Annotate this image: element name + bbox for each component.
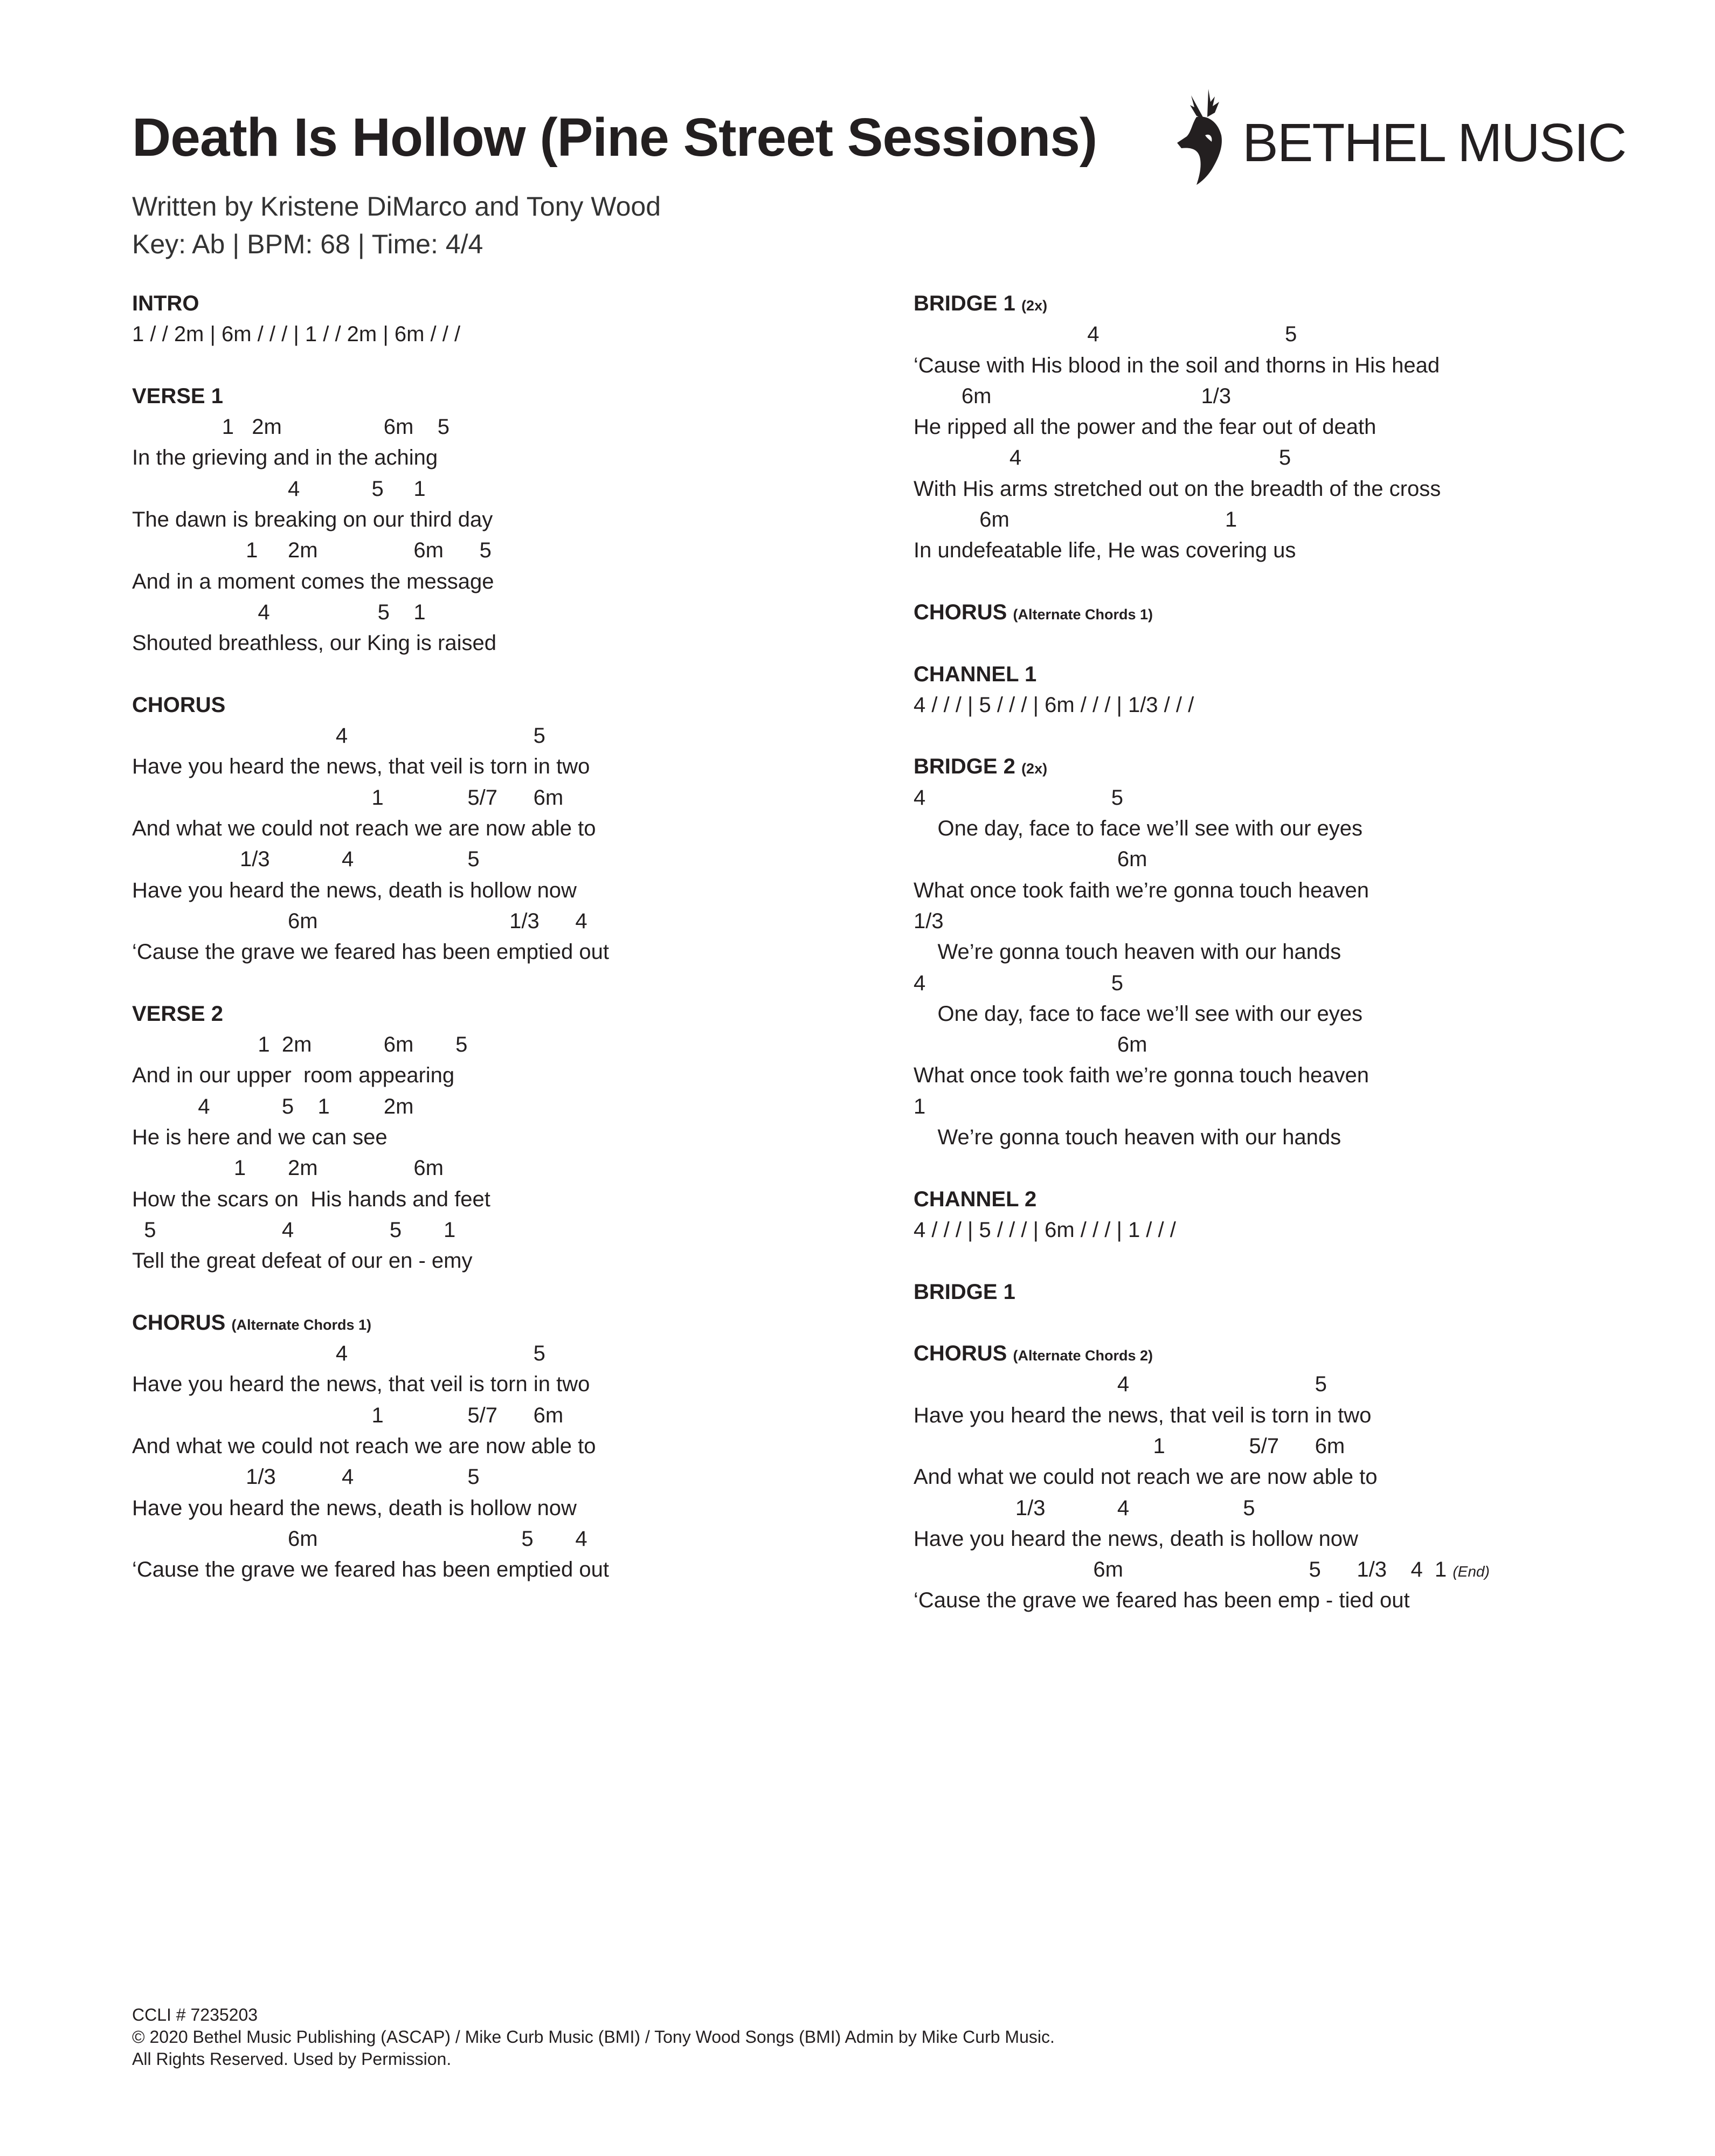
lyric-line (132, 1554, 876, 1585)
chord-line-text: 1 2m 6m 5 (132, 538, 492, 563)
section-header-label: INTRO (132, 292, 199, 315)
chord-line-text: 4 5 1 (132, 600, 426, 624)
chord-line (914, 505, 1657, 535)
section-spacer (132, 968, 876, 999)
lyric-line-text: ‘Cause the grave we feared has been emptied out (132, 1558, 610, 1582)
lyric-line (914, 412, 1657, 443)
lyric-line (132, 751, 876, 782)
section-header-label: CHORUS (914, 1342, 1007, 1366)
lyric-line-text: One day, face to face we’ll see with our eyes (914, 1001, 1363, 1026)
lyric-line-text: Have you heard the news, death is hollow now (914, 1526, 1358, 1551)
lyric-line-text: He ripped all the power and the fear out of death (914, 415, 1377, 439)
lyric-line-text: What once took faith we’re gonna touch heaven (914, 1063, 1369, 1088)
chord-line (132, 412, 876, 443)
chord-line-text: 6m 1 (914, 508, 1237, 532)
lyric-line (132, 628, 876, 659)
chord-line-text: 4 5 1 2m (132, 1094, 414, 1118)
chord-line-text: 1/3 4 5 (914, 1496, 1255, 1520)
section-header-label: BRIDGE 1 (914, 292, 1015, 315)
lyric-line (132, 1060, 876, 1091)
chord-line-text: 6m 5 4 (132, 1526, 587, 1551)
lyric-line (132, 1369, 876, 1400)
chord-line (132, 1091, 876, 1122)
section-spacer (914, 1308, 1657, 1338)
progression-line (914, 690, 1657, 721)
chord-line (132, 1462, 876, 1492)
lyric-line-text: ‘Cause the grave we feared has been emp - tied out (914, 1588, 1410, 1613)
lyric-line (132, 443, 876, 473)
lyric-line (914, 1462, 1657, 1492)
section-header (914, 659, 1657, 690)
chord-line (132, 474, 876, 505)
section-spacer (914, 1246, 1657, 1276)
chord-line-text: 1/3 (914, 909, 944, 933)
chord-line-text: 4 5 (914, 446, 1291, 470)
lyric-line-text: The dawn is breaking on our third day (132, 508, 493, 532)
lyric-line-text: ‘Cause the grave we feared has been emptied out (132, 940, 610, 964)
lyric-line-text: Have you heard the news, that veil is torn in two (132, 755, 590, 779)
chord-line (132, 1400, 876, 1431)
chord-line (914, 381, 1657, 412)
chord-line-text: 1 2m 6m 5 (132, 415, 450, 439)
chord-line (914, 1554, 1657, 1585)
lyric-line (914, 474, 1657, 505)
lyric-line (914, 1122, 1657, 1153)
chord-line-text: 4 5 (132, 724, 545, 748)
lyric-line-text: We’re gonna touch heaven with our hands (914, 1125, 1341, 1150)
song-info: Key: Ab | BPM: 68 | Time: 4/4 (132, 229, 483, 259)
chord-line (132, 1524, 876, 1554)
logo-text: BETHEL MUSIC (1242, 113, 1626, 173)
lyric-line-text: He is here and we can see (132, 1125, 388, 1150)
chord-line (914, 968, 1657, 999)
deer-head-icon (1175, 84, 1240, 186)
chord-line-text: 1 2m 6m (132, 1156, 444, 1180)
chord-line (914, 906, 1657, 937)
chord-line-text: 1 2m 6m 5 (132, 1033, 468, 1057)
lyric-line (914, 999, 1657, 1029)
chord-line-text: 4 5 (914, 1372, 1327, 1397)
chord-line-text: 4 5 1 (132, 476, 426, 501)
lyric-line-text: In the grieving and in the aching (132, 446, 438, 470)
section-header (914, 751, 1657, 782)
section-header-note: (Alternate Chords 2) (1013, 1348, 1153, 1364)
section-header-label: VERSE 2 (132, 1001, 223, 1026)
chord-line (132, 1215, 876, 1246)
chord-line-text: 4 5 (914, 785, 1124, 810)
lyric-line-text: ‘Cause with His blood in the soil and thorns in His head (914, 353, 1440, 377)
chord-line-text: 4 5 (132, 1342, 545, 1366)
section-spacer (914, 566, 1657, 597)
rights-text: All Rights Reserved. Used by Permission. (132, 2049, 452, 2069)
lyric-line (132, 813, 876, 844)
lyric-line-text: And in our upper room appearing (132, 1063, 455, 1088)
section-header (132, 1308, 876, 1338)
lyric-line-text: Have you heard the news, death is hollow now (132, 878, 577, 902)
section-header (914, 1338, 1657, 1369)
lyric-line (132, 937, 876, 968)
left-column (132, 288, 876, 1585)
lyric-line (132, 1431, 876, 1462)
lyric-line-text: Have you heard the news, that veil is torn in two (914, 1403, 1372, 1427)
section-spacer (914, 628, 1657, 659)
lyric-line-text: And what we could not reach we are now able to (132, 817, 596, 841)
section-header-label: CHORUS (132, 1310, 226, 1335)
section-spacer (132, 1277, 876, 1308)
chord-line-text: 1 5/7 6m (132, 785, 564, 810)
chord-line (132, 906, 876, 937)
section-header-note: (Alternate Chords 1) (231, 1316, 372, 1333)
lyric-line (132, 875, 876, 906)
lyric-line (914, 1400, 1657, 1431)
lyric-line-text: Have you heard the news, that veil is torn in two (132, 1372, 590, 1397)
section-header (914, 597, 1657, 628)
section-header (132, 381, 876, 412)
chord-line-text: 6m (914, 847, 1147, 872)
lyric-line-text: With His arms stretched out on the breadth of the cross (914, 476, 1441, 501)
chord-line (914, 844, 1657, 875)
chord-line-text: 4 5 (914, 322, 1297, 347)
lyric-line (914, 350, 1657, 381)
lyric-line (914, 1524, 1657, 1554)
chord-line (132, 597, 876, 628)
section-header (914, 288, 1657, 319)
section-header-label: VERSE 1 (132, 384, 223, 408)
right-column (914, 288, 1657, 1616)
lyric-line (132, 1493, 876, 1524)
lyric-line (132, 1122, 876, 1153)
chord-line (914, 1091, 1657, 1122)
section-spacer (132, 350, 876, 381)
lyric-line (914, 813, 1657, 844)
writers-credit: Written by Kristene DiMarco and Tony Wood (132, 191, 661, 222)
section-header (132, 690, 876, 721)
lyric-line-text: In undefeatable life, He was covering us (914, 538, 1296, 563)
lyric-line (914, 875, 1657, 906)
chord-line (914, 1493, 1657, 1524)
song-title: Death Is Hollow (Pine Street Sessions) (132, 107, 1097, 168)
progression-line (132, 319, 876, 350)
progression-line-text: 4 / / / | 5 / / / | 6m / / / | 1/3 / / / (914, 693, 1194, 717)
lyric-line-text: Have you heard the news, death is hollow now (132, 1496, 577, 1520)
footer (132, 2004, 1055, 2070)
section-header-note: (Alternate Chords 1) (1013, 606, 1153, 623)
chord-line (132, 844, 876, 875)
section-header (132, 288, 876, 319)
chord-line (132, 721, 876, 751)
progression-line-text: 1 / / 2m | 6m / / / | 1 / / 2m | 6m / / / (132, 322, 461, 347)
chord-line (914, 783, 1657, 813)
lyric-line (914, 1585, 1657, 1616)
section-header (914, 1277, 1657, 1308)
chord-line-text: 4 5 (914, 971, 1124, 995)
section-header-label: BRIDGE 1 (914, 1280, 1015, 1304)
chord-line (914, 319, 1657, 350)
lyric-line (132, 505, 876, 535)
copyright-text: © 2020 Bethel Music Publishing (ASCAP) / Mike Curb Music (BMI) / Tony Wood Songs (BMI) Admin by Mike Curb Music. (132, 2027, 1055, 2047)
lyric-line-text: And what we could not reach we are now able to (914, 1465, 1378, 1489)
chord-line-text: 1 5/7 6m (914, 1434, 1345, 1458)
section-spacer (132, 659, 876, 690)
lyric-line-text: And what we could not reach we are now able to (132, 1434, 596, 1458)
chord-line-text: 1 5/7 6m (132, 1403, 564, 1427)
lyric-line (914, 1060, 1657, 1091)
chord-line (132, 1029, 876, 1060)
bethel-music-logo (1175, 84, 1626, 186)
chord-line (132, 783, 876, 813)
lyric-line-text: Shouted breathless, our King is raised (132, 631, 496, 655)
lyric-line-text: Tell the great defeat of our en - emy (132, 1249, 473, 1273)
section-header-note: (2x) (1021, 298, 1048, 314)
section-header (914, 1184, 1657, 1215)
lyric-line-text: We’re gonna touch heaven with our hands (914, 940, 1341, 964)
lyric-line (132, 566, 876, 597)
chord-line (132, 1338, 876, 1369)
chord-line-text: 6m 5 1/3 4 1 (914, 1558, 1447, 1582)
chord-line (914, 1369, 1657, 1400)
lyric-line-text: How the scars on His hands and feet (132, 1187, 490, 1211)
chord-line (914, 1029, 1657, 1060)
lyric-line (132, 1184, 876, 1215)
section-header-label: CHANNEL 1 (914, 662, 1037, 686)
lyric-line-text: What once took faith we’re gonna touch heaven (914, 878, 1369, 902)
section-spacer (914, 1153, 1657, 1184)
section-header-label: CHORUS (132, 693, 226, 717)
section-header-label: CHORUS (914, 600, 1007, 624)
lyric-line (914, 937, 1657, 968)
chord-line-text: 5 4 5 1 (132, 1218, 456, 1242)
chord-line-text: 1/3 4 5 (132, 847, 480, 872)
lyric-line-text: One day, face to face we’ll see with our eyes (914, 817, 1363, 841)
lyric-line-text: And in a moment comes the message (132, 569, 494, 593)
chord-line (132, 1153, 876, 1184)
chord-line-text: 6m (914, 1033, 1147, 1057)
section-header-label: BRIDGE 2 (914, 755, 1015, 779)
section-header-note: (2x) (1021, 761, 1048, 777)
lyric-line (132, 1246, 876, 1276)
section-header-label: CHANNEL 2 (914, 1187, 1037, 1211)
chord-line-text: 1 (914, 1094, 926, 1118)
chord-line-text: 6m 1/3 (914, 384, 1232, 408)
chord-line (914, 1431, 1657, 1462)
section-spacer (914, 721, 1657, 751)
ccli-number: CCLI # 7235203 (132, 2005, 258, 2024)
chord-line-text: 1/3 4 5 (132, 1465, 480, 1489)
progression-line-text: 4 / / / | 5 / / / | 6m / / / | 1 / / / (914, 1218, 1176, 1242)
section-header (132, 999, 876, 1029)
chord-line (914, 443, 1657, 473)
chord-line (132, 535, 876, 566)
end-marker: (End) (1453, 1563, 1490, 1580)
progression-line (914, 1215, 1657, 1246)
chord-line-text: 6m 1/3 4 (132, 909, 587, 933)
lyric-line (914, 535, 1657, 566)
